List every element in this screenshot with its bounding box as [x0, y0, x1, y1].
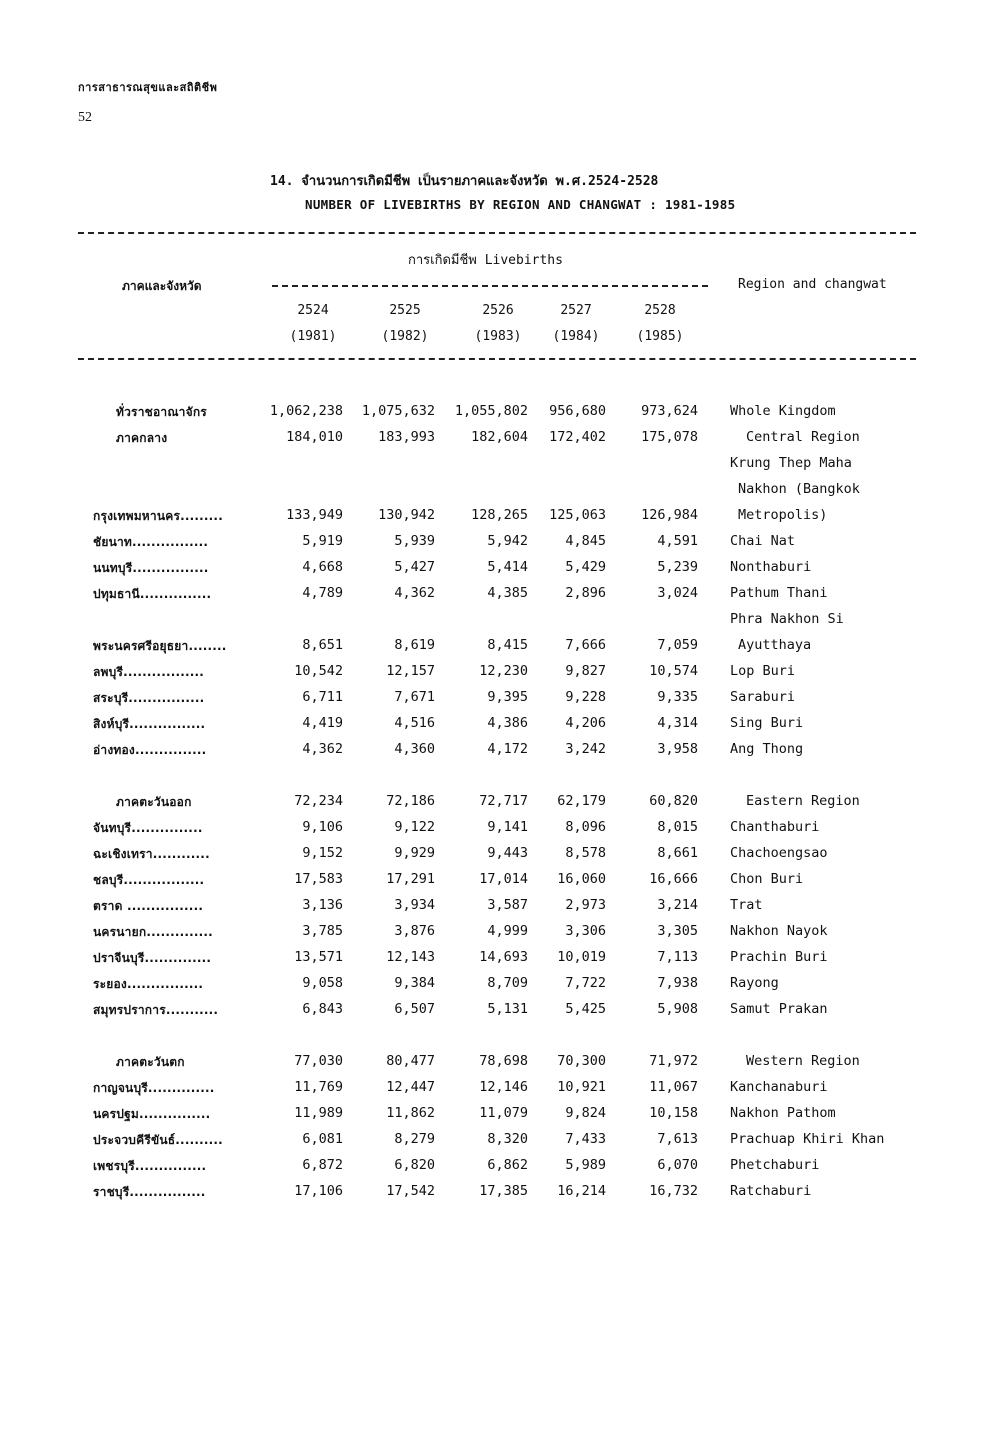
year-header: 2524	[297, 303, 329, 318]
cell-value: 70,300	[557, 1053, 606, 1069]
row-label-english: Lop Buri	[730, 663, 796, 679]
year-header-ce: (1985)	[636, 329, 684, 344]
row-label-english: Chanthaburi	[730, 819, 820, 835]
cell-value: 8,709	[487, 975, 528, 991]
cell-value: 8,096	[565, 819, 606, 835]
row-label-thai: นนทบุรี................	[93, 561, 209, 575]
cell-value: 172,402	[549, 429, 606, 445]
table-row	[0, 507, 990, 533]
year-header-ce: (1981)	[289, 329, 337, 344]
cell-value: 3,306	[565, 923, 606, 939]
table-row	[0, 637, 990, 663]
cell-value: 9,443	[487, 845, 528, 861]
cell-value: 128,265	[471, 507, 528, 523]
cell-value: 4,206	[565, 715, 606, 731]
cell-value: 11,067	[649, 1079, 698, 1095]
cell-value: 6,872	[302, 1157, 343, 1173]
cell-value: 10,019	[557, 949, 606, 965]
row-label-thai: อ่างทอง...............	[93, 743, 207, 757]
cell-value: 9,152	[302, 845, 343, 861]
row-label-thai: นครปฐม...............	[93, 1107, 211, 1121]
cell-value: 2,896	[565, 585, 606, 601]
cell-value: 9,335	[657, 689, 698, 705]
year-header: 2525	[389, 303, 421, 318]
cell-value: 5,414	[487, 559, 528, 575]
cell-value: 7,938	[657, 975, 698, 991]
table-row	[0, 741, 990, 767]
row-label-english: Central Region	[746, 429, 860, 445]
table-row	[0, 871, 990, 897]
row-label-english: Ayutthaya	[738, 637, 812, 653]
cell-value: 4,516	[394, 715, 435, 731]
table-row	[0, 949, 990, 975]
cell-value: 11,079	[479, 1105, 528, 1121]
cell-value: 9,827	[565, 663, 606, 679]
cell-value: 78,698	[479, 1053, 528, 1069]
cell-value: 9,824	[565, 1105, 606, 1121]
table-row	[0, 559, 990, 585]
row-label-thai: ภาคตะวันตก	[116, 1055, 185, 1069]
cell-value: 1,062,238	[269, 403, 343, 419]
cell-value: 4,845	[565, 533, 606, 549]
row-label-english: Ang Thong	[730, 741, 804, 757]
cell-value: 80,477	[386, 1053, 435, 1069]
top-divider	[78, 232, 916, 234]
table-title-thai: 14. จำนวนการเกิดมีชีพ เป็นรายภาคและจังหวัด พ.ศ.2524-2528	[270, 174, 659, 189]
table-row-total	[0, 793, 990, 819]
cell-value: 175,078	[641, 429, 698, 445]
row-label-thai: ตราด ................	[93, 899, 204, 913]
table-title-english: NUMBER OF LIVEBIRTHS BY REGION AND CHANGWAT : 1981-1985	[305, 197, 736, 212]
cell-value: 12,143	[386, 949, 435, 965]
cell-value: 3,934	[394, 897, 435, 913]
cell-value: 1,055,802	[454, 403, 528, 419]
cell-value: 77,030	[294, 1053, 343, 1069]
cell-value: 4,386	[487, 715, 528, 731]
row-label-thai: ชัยนาท................	[93, 535, 209, 549]
table-row-total	[0, 429, 990, 455]
cell-value: 17,014	[479, 871, 528, 887]
cell-value: 11,862	[386, 1105, 435, 1121]
cell-value: 8,015	[657, 819, 698, 835]
year-header-ce: (1984)	[552, 329, 600, 344]
cell-value: 14,693	[479, 949, 528, 965]
row-label-thai: กรุงเทพมหานคร.........	[93, 509, 223, 523]
cell-value: 13,571	[294, 949, 343, 965]
cell-value: 6,070	[657, 1157, 698, 1173]
cell-value: 6,820	[394, 1157, 435, 1173]
row-label-english: Phra Nakhon Si	[730, 611, 844, 627]
cell-value: 6,081	[302, 1131, 343, 1147]
cell-value: 6,843	[302, 1001, 343, 1017]
column-group-header: การเกิดมีชีพ Livebirths	[408, 253, 563, 268]
row-label-thai: ทั่วราชอาณาจักร	[116, 405, 207, 419]
cell-value: 16,060	[557, 871, 606, 887]
year-header-ce: (1982)	[381, 329, 429, 344]
row-label-english: Nonthaburi	[730, 559, 812, 575]
table-row	[0, 897, 990, 923]
cell-value: 4,362	[394, 585, 435, 601]
cell-value: 6,711	[302, 689, 343, 705]
row-label-thai: ฉะเชิงเทรา............	[93, 847, 210, 861]
row-label-thai: เพชรบุรี...............	[93, 1159, 207, 1173]
table-row	[0, 923, 990, 949]
cell-value: 10,574	[649, 663, 698, 679]
table-row	[0, 819, 990, 845]
row-label-english: Krung Thep Maha	[730, 455, 852, 471]
cell-value: 9,122	[394, 819, 435, 835]
table-row	[0, 845, 990, 871]
cell-value: 4,591	[657, 533, 698, 549]
cell-value: 5,239	[657, 559, 698, 575]
cell-value: 5,942	[487, 533, 528, 549]
table-row	[0, 1079, 990, 1105]
row-label-english: Phetchaburi	[730, 1157, 820, 1173]
row-label-thai: ภาคตะวันออก	[116, 795, 192, 809]
cell-value: 9,384	[394, 975, 435, 991]
cell-value: 3,024	[657, 585, 698, 601]
cell-value: 5,919	[302, 533, 343, 549]
cell-value: 17,385	[479, 1183, 528, 1199]
table-row	[0, 481, 990, 507]
cell-value: 8,279	[394, 1131, 435, 1147]
cell-value: 9,058	[302, 975, 343, 991]
cell-value: 7,613	[657, 1131, 698, 1147]
cell-value: 3,214	[657, 897, 698, 913]
cell-value: 72,234	[294, 793, 343, 809]
row-label-thai: ภาคกลาง	[116, 431, 168, 445]
row-label-english: Whole Kingdom	[730, 403, 836, 419]
cell-value: 4,360	[394, 741, 435, 757]
cell-value: 973,624	[641, 403, 698, 419]
cell-value: 7,722	[565, 975, 606, 991]
cell-value: 9,929	[394, 845, 435, 861]
row-label-english: Western Region	[746, 1053, 860, 1069]
cell-value: 5,908	[657, 1001, 698, 1017]
table-row	[0, 1105, 990, 1131]
cell-value: 7,113	[657, 949, 698, 965]
table-row	[0, 663, 990, 689]
row-label-english: Rayong	[730, 975, 779, 991]
cell-value: 4,172	[487, 741, 528, 757]
cell-value: 72,186	[386, 793, 435, 809]
cell-value: 3,785	[302, 923, 343, 939]
row-label-thai: ราชบุรี................	[93, 1185, 206, 1199]
cell-value: 3,876	[394, 923, 435, 939]
cell-value: 4,789	[302, 585, 343, 601]
row-label-english: Chai Nat	[730, 533, 796, 549]
cell-value: 62,179	[557, 793, 606, 809]
row-label-thai: ลพบุรี.................	[93, 665, 205, 679]
cell-value: 125,063	[549, 507, 606, 523]
cell-value: 10,921	[557, 1079, 606, 1095]
year-header: 2527	[560, 303, 592, 318]
cell-value: 4,385	[487, 585, 528, 601]
column-header-english: Region and changwat	[738, 277, 887, 292]
row-label-english: Ratchaburi	[730, 1183, 812, 1199]
row-label-thai: ประจวบคีรีขันธ์..........	[93, 1133, 223, 1147]
row-label-english: Samut Prakan	[730, 1001, 828, 1017]
cell-value: 3,136	[302, 897, 343, 913]
cell-value: 11,769	[294, 1079, 343, 1095]
cell-value: 6,507	[394, 1001, 435, 1017]
cell-value: 3,958	[657, 741, 698, 757]
row-label-english: Pathum Thani	[730, 585, 828, 601]
group-divider	[272, 285, 708, 287]
cell-value: 71,972	[649, 1053, 698, 1069]
cell-value: 16,214	[557, 1183, 606, 1199]
running-head: การสาธารณสุขและสถิติชีพ	[78, 81, 218, 94]
cell-value: 956,680	[549, 403, 606, 419]
cell-value: 12,230	[479, 663, 528, 679]
row-label-english: Chon Buri	[730, 871, 804, 887]
cell-value: 130,942	[378, 507, 435, 523]
cell-value: 17,583	[294, 871, 343, 887]
header-bottom-divider	[78, 358, 916, 360]
cell-value: 7,059	[657, 637, 698, 653]
table-row	[0, 1157, 990, 1183]
cell-value: 17,542	[386, 1183, 435, 1199]
cell-value: 4,362	[302, 741, 343, 757]
cell-value: 6,862	[487, 1157, 528, 1173]
cell-value: 8,661	[657, 845, 698, 861]
cell-value: 2,973	[565, 897, 606, 913]
table-row	[0, 1183, 990, 1209]
cell-value: 17,106	[294, 1183, 343, 1199]
cell-value: 5,939	[394, 533, 435, 549]
cell-value: 4,668	[302, 559, 343, 575]
cell-value: 4,999	[487, 923, 528, 939]
page-number: 52	[78, 110, 92, 125]
cell-value: 7,433	[565, 1131, 606, 1147]
row-label-english: Sing Buri	[730, 715, 804, 731]
cell-value: 16,732	[649, 1183, 698, 1199]
cell-value: 7,666	[565, 637, 606, 653]
cell-value: 5,989	[565, 1157, 606, 1173]
row-label-thai: สมุทรปราการ...........	[93, 1003, 219, 1017]
cell-value: 60,820	[649, 793, 698, 809]
row-label-thai: นครนายก..............	[93, 925, 213, 939]
cell-value: 5,429	[565, 559, 606, 575]
cell-value: 17,291	[386, 871, 435, 887]
cell-value: 3,305	[657, 923, 698, 939]
table-row	[0, 533, 990, 559]
cell-value: 5,131	[487, 1001, 528, 1017]
table-row	[0, 1001, 990, 1027]
cell-value: 183,993	[378, 429, 435, 445]
cell-value: 184,010	[286, 429, 343, 445]
table-row	[0, 975, 990, 1001]
row-label-thai: พระนครศรีอยุธยา........	[93, 639, 227, 653]
table-row	[0, 1131, 990, 1157]
cell-value: 12,447	[386, 1079, 435, 1095]
row-label-english: Saraburi	[730, 689, 796, 705]
year-header: 2526	[482, 303, 514, 318]
cell-value: 7,671	[394, 689, 435, 705]
cell-value: 16,666	[649, 871, 698, 887]
row-label-english: Metropolis)	[738, 507, 828, 523]
year-header: 2528	[644, 303, 676, 318]
cell-value: 4,419	[302, 715, 343, 731]
row-label-thai: จันทบุรี...............	[93, 821, 203, 835]
cell-value: 11,989	[294, 1105, 343, 1121]
row-label-thai: ปราจีนบุรี..............	[93, 951, 212, 965]
row-label-english: Nakhon (Bangkok	[738, 481, 860, 497]
cell-value: 126,984	[641, 507, 698, 523]
column-header-thai: ภาคและจังหวัด	[122, 279, 202, 293]
cell-value: 8,651	[302, 637, 343, 653]
table-row	[0, 585, 990, 611]
table-row	[0, 689, 990, 715]
row-label-thai: สระบุรี................	[93, 691, 205, 705]
row-label-english: Prachin Buri	[730, 949, 828, 965]
row-label-english: Kanchanaburi	[730, 1079, 828, 1095]
row-label-english: Trat	[730, 897, 763, 913]
cell-value: 72,717	[479, 793, 528, 809]
row-label-thai: สิงห์บุรี................	[93, 717, 206, 731]
table-row-total	[0, 1053, 990, 1079]
cell-value: 8,578	[565, 845, 606, 861]
cell-value: 5,425	[565, 1001, 606, 1017]
row-label-thai: ระยอง................	[93, 977, 204, 991]
cell-value: 3,587	[487, 897, 528, 913]
year-header-ce: (1983)	[474, 329, 522, 344]
table-row	[0, 455, 990, 481]
cell-value: 4,314	[657, 715, 698, 731]
row-label-english: Prachuap Khiri Khan	[730, 1131, 885, 1147]
table-row	[0, 715, 990, 741]
row-label-english: Chachoengsao	[730, 845, 828, 861]
row-label-english: Nakhon Nayok	[730, 923, 828, 939]
cell-value: 1,075,632	[361, 403, 435, 419]
row-label-english: Eastern Region	[746, 793, 860, 809]
cell-value: 3,242	[565, 741, 606, 757]
row-label-english: Nakhon Pathom	[730, 1105, 836, 1121]
cell-value: 10,542	[294, 663, 343, 679]
cell-value: 12,157	[386, 663, 435, 679]
cell-value: 182,604	[471, 429, 528, 445]
table-row	[0, 611, 990, 637]
table-row-total	[0, 403, 990, 429]
row-label-thai: ปทุมธานี...............	[93, 587, 212, 601]
cell-value: 10,158	[649, 1105, 698, 1121]
cell-value: 8,320	[487, 1131, 528, 1147]
cell-value: 9,395	[487, 689, 528, 705]
cell-value: 9,141	[487, 819, 528, 835]
cell-value: 12,146	[479, 1079, 528, 1095]
row-label-thai: ชลบุรี.................	[93, 873, 205, 887]
cell-value: 133,949	[286, 507, 343, 523]
cell-value: 9,106	[302, 819, 343, 835]
cell-value: 8,619	[394, 637, 435, 653]
cell-value: 5,427	[394, 559, 435, 575]
cell-value: 8,415	[487, 637, 528, 653]
cell-value: 9,228	[565, 689, 606, 705]
row-label-thai: กาญจนบุรี..............	[93, 1081, 215, 1095]
